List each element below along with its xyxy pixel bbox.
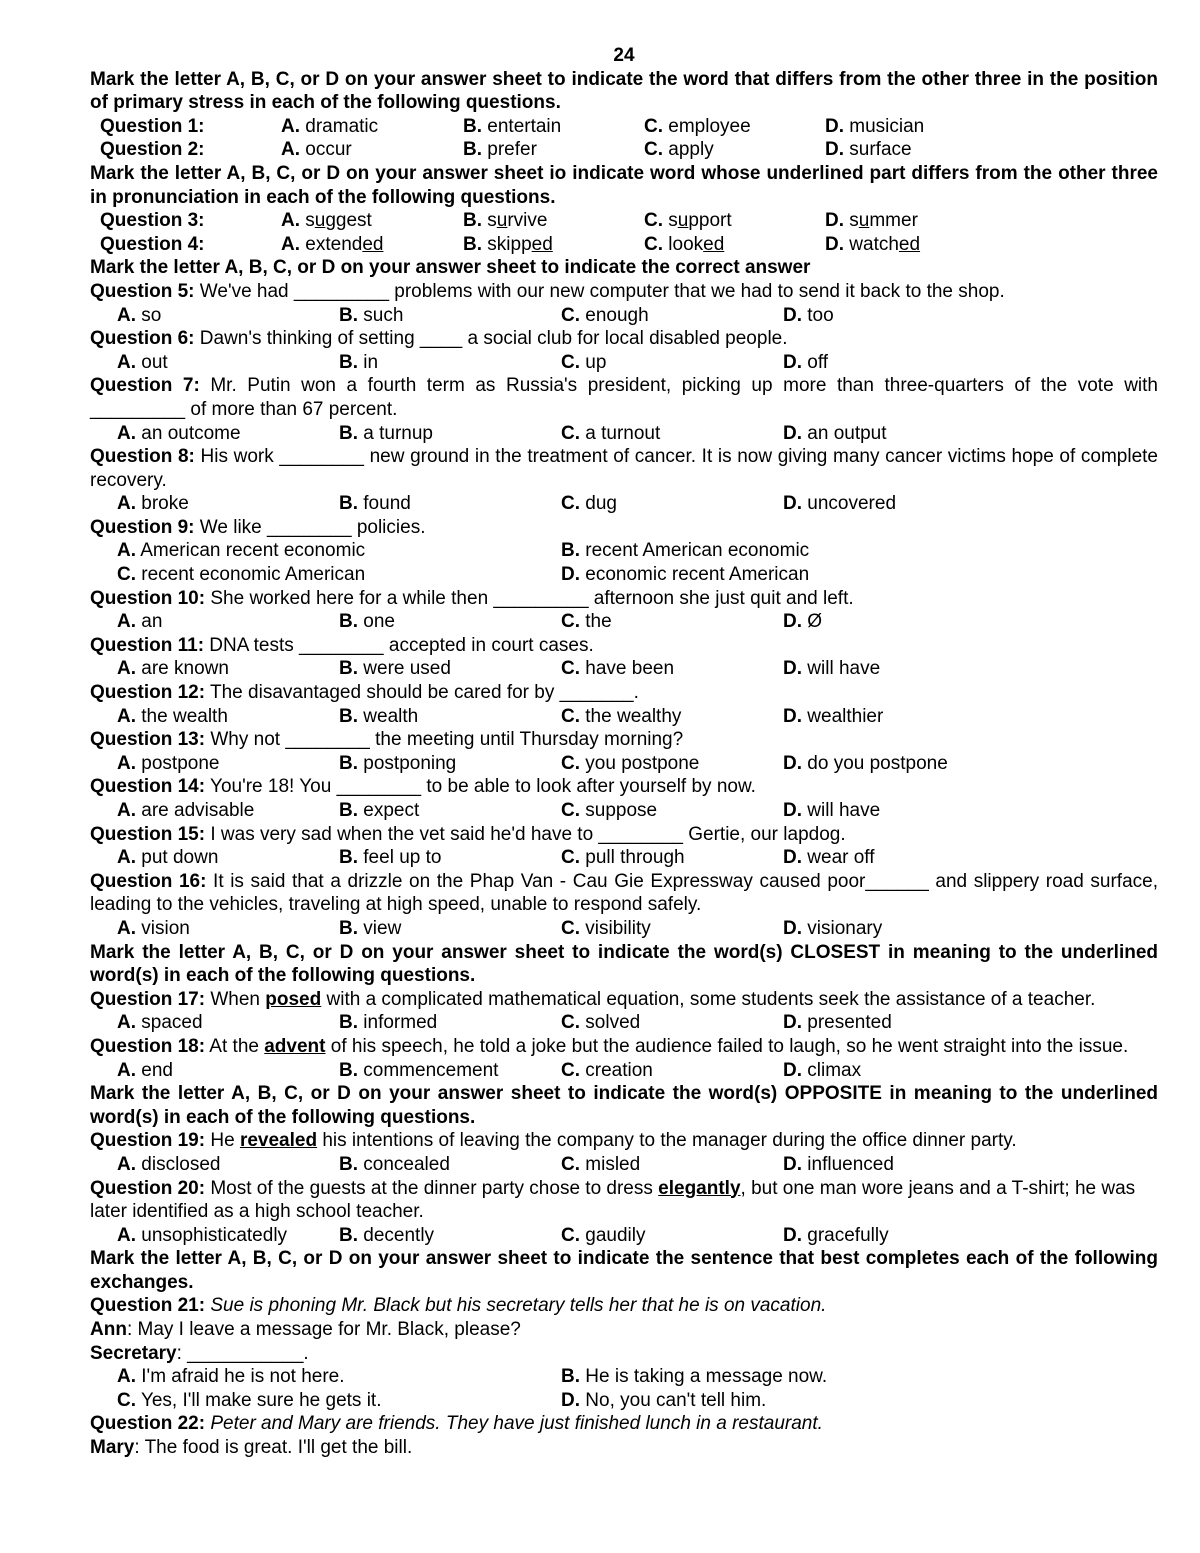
question-14-options: [90, 799, 1158, 823]
question-14-stem: Question 14: You're 18! You ________ to be able to look after yourself by now.: [90, 776, 756, 798]
question-label: Question 4:: [100, 233, 205, 255]
option-b[interactable]: B. recent American economic: [561, 540, 810, 562]
page-number: 24: [613, 45, 635, 66]
option-d[interactable]: D. off: [783, 351, 829, 373]
option-d[interactable]: D. will have: [783, 658, 881, 680]
section-instruction-exchanges: Mark the letter A, B, C, or D on your answer sheet to indicate the sentence that best completes each of the following exchanges.: [90, 1248, 1158, 1293]
question-22-stem: Question 22: Peter and Mary are friends. They have just finished lunch in a restaurant.: [90, 1413, 823, 1435]
option-d[interactable]: D. surface: [825, 139, 912, 161]
option-d[interactable]: D. too: [783, 304, 834, 326]
question-21-dialogue-secretary: Secretary: ___________.: [90, 1342, 309, 1364]
question-12-stem: Question 12: The disavantaged should be cared for by _______.: [90, 682, 639, 704]
option-a[interactable]: A. vision: [117, 917, 190, 939]
option-b[interactable]: B. such: [339, 304, 404, 326]
option-b[interactable]: B. survive: [463, 210, 548, 232]
option-b[interactable]: B. informed: [339, 1012, 438, 1034]
option-a[interactable]: A. an outcome: [117, 422, 241, 444]
option-d[interactable]: D. musician: [825, 115, 925, 137]
section-instruction-pronunciation: Mark the letter A, B, C, or D on your answer sheet io indicate word whose underlined part differs from the other three in pronunciation in each of the following questions.: [90, 162, 1158, 208]
option-a[interactable]: A. postpone: [117, 752, 220, 774]
option-a[interactable]: A. out: [117, 351, 168, 373]
option-b[interactable]: B. view: [339, 917, 402, 939]
question-21-dialogue-ann: Ann: May I leave a message for Mr. Black, please?: [90, 1319, 521, 1341]
option-c[interactable]: C. up: [561, 351, 607, 373]
option-a[interactable]: A. disclosed: [117, 1153, 221, 1175]
question-11-options: [90, 657, 1158, 681]
option-c[interactable]: C. dug: [561, 493, 617, 515]
option-b[interactable]: B. postponing: [339, 752, 457, 774]
option-d[interactable]: D. climax: [783, 1059, 862, 1081]
question-3: [90, 209, 1158, 233]
question-6-stem: Question 6: Dawn's thinking of setting ____ a social club for local disabled people.: [90, 328, 788, 350]
question-8-stem: Question 8: His work ________ new ground in the treatment of cancer. It is now giving many cancer victims hope of complete recovery.: [90, 446, 1158, 491]
option-d[interactable]: D. do you postpone: [783, 752, 948, 774]
option-d[interactable]: D. will have: [783, 800, 881, 821]
option-c[interactable]: C. gaudily: [561, 1224, 646, 1246]
option-b[interactable]: B. skipped: [463, 233, 553, 255]
option-c[interactable]: C. suppose: [561, 800, 658, 821]
option-b[interactable]: B. one: [339, 611, 395, 633]
option-d[interactable]: D. wealthier: [783, 705, 884, 727]
question-16-options: [90, 917, 1158, 941]
question-11-stem: Question 11: DNA tests ________ accepted in court cases.: [90, 634, 594, 656]
option-a[interactable]: A. dramatic: [281, 115, 379, 137]
option-d[interactable]: D. influenced: [783, 1153, 894, 1175]
question-19-options: [90, 1153, 1158, 1177]
option-a[interactable]: A. the wealth: [117, 705, 228, 727]
option-b[interactable]: B. were used: [339, 658, 451, 680]
question-10-options: [90, 610, 1158, 634]
question-label: Question 1:: [100, 115, 205, 137]
option-d[interactable]: D. wear off: [783, 847, 875, 869]
question-16-stem: Question 16: It is said that a drizzle on the Phap Van - Cau Gie Expressway caused poor______ and slippery road surface, leading to the vehicles, traveling at high speed, unable to respond safely.: [90, 870, 1159, 916]
exam-page: [90, 44, 1158, 1460]
option-c[interactable]: C. have been: [561, 658, 675, 680]
question-21-options-cd: [90, 1389, 1158, 1413]
option-a[interactable]: A. so: [117, 304, 162, 326]
option-d[interactable]: D. presented: [783, 1012, 892, 1034]
option-b[interactable]: B. found: [339, 493, 411, 515]
question-20-options: [90, 1224, 1158, 1248]
option-b[interactable]: B. wealth: [339, 705, 419, 727]
option-b[interactable]: B. decently: [339, 1224, 435, 1246]
option-d[interactable]: D. No, you can't tell him.: [561, 1389, 767, 1411]
option-c[interactable]: C. the: [561, 611, 612, 633]
option-c[interactable]: C. you postpone: [561, 752, 700, 774]
option-a[interactable]: A. I'm afraid he is not here.: [117, 1366, 345, 1388]
question-21-stem: Question 21: Sue is phoning Mr. Black but his secretary tells her that he is on vacation.: [90, 1295, 827, 1317]
section-instruction-closest: Mark the letter A, B, C, or D on your answer sheet to indicate the word(s) CLOSEST in meaning to the underlined word(s) in each of the following questions.: [90, 941, 1158, 987]
option-c[interactable]: C. visibility: [561, 917, 651, 939]
option-c[interactable]: C. employee: [644, 115, 751, 137]
question-label: Question 3:: [100, 210, 205, 232]
option-c[interactable]: C. solved: [561, 1012, 641, 1034]
question-5-stem: Question 5: We've had _________ problems with our new computer that we had to send it back to the shop.: [90, 280, 1005, 302]
option-a[interactable]: A. American recent economic: [117, 540, 366, 562]
option-d[interactable]: D. summer: [825, 210, 918, 232]
option-b[interactable]: B. feel up to: [339, 847, 442, 869]
option-a[interactable]: A. are known: [117, 658, 229, 680]
section-instruction-stress: Mark the letter A, B, C, or D on your answer sheet to indicate the word that differs from the other three in the position of primary stress in each of the following questions.: [90, 68, 1158, 114]
option-d[interactable]: D. gracefully: [783, 1224, 889, 1246]
question-9-options-cd: [90, 563, 1158, 587]
question-17-stem: Question 17: When posed with a complicated mathematical equation, some students seek the assistance of a teacher.: [90, 988, 1096, 1010]
option-a[interactable]: A. unsophisticatedly: [117, 1224, 288, 1246]
question-10-stem: Question 10: She worked here for a while then _________ afternoon she just quit and left.: [90, 587, 854, 609]
question-7-options: [90, 422, 1158, 446]
question-19-stem: Question 19: He revealed his intentions of leaving the company to the manager during the office dinner party.: [90, 1130, 1017, 1152]
option-a[interactable]: A. put down: [117, 847, 219, 869]
question-15-stem: Question 15: I was very sad when the vet said he'd have to ________ Gertie, our lapdog.: [90, 823, 846, 845]
option-c[interactable]: C. misled: [561, 1153, 641, 1175]
option-a[interactable]: A. are advisable: [117, 800, 255, 821]
option-c[interactable]: C. enough: [561, 304, 649, 326]
question-17-options: [90, 1011, 1158, 1035]
question-label: Question 2:: [100, 139, 205, 161]
question-13-options: [90, 752, 1158, 776]
option-b[interactable]: B. He is taking a message now.: [561, 1366, 828, 1388]
question-18-options: [90, 1059, 1158, 1083]
option-a[interactable]: A. extended: [281, 233, 384, 255]
option-c[interactable]: C. looked: [644, 233, 725, 255]
question-8-options: [90, 492, 1158, 516]
option-a[interactable]: A. suggest: [281, 210, 372, 232]
option-b[interactable]: B. expect: [339, 800, 420, 821]
option-c[interactable]: C. recent economic American: [117, 564, 366, 586]
question-15-options: [90, 846, 1158, 870]
question-13-stem: Question 13: Why not ________ the meeting until Thursday morning?: [90, 729, 684, 751]
option-b[interactable]: B. a turnup: [339, 422, 434, 444]
option-b[interactable]: B. entertain: [463, 115, 562, 137]
question-5-options: [90, 304, 1158, 328]
option-b[interactable]: B. concealed: [339, 1153, 450, 1175]
option-b[interactable]: B. prefer: [463, 139, 537, 161]
question-12-options: [90, 705, 1158, 729]
question-9-stem: Question 9: We like ________ policies.: [90, 516, 426, 538]
question-6-options: [90, 351, 1158, 375]
question-1: [90, 115, 1158, 139]
question-20-stem: Question 20: Most of the guests at the dinner party chose to dress elegantly, but one man wore jeans and a T-shirt; he was later identified as a high school teacher.: [90, 1177, 1136, 1223]
option-d[interactable]: D. economic recent American: [561, 564, 810, 586]
option-d[interactable]: D. Ø: [783, 611, 823, 633]
option-c[interactable]: C. pull through: [561, 847, 685, 869]
option-a[interactable]: A. occur: [281, 139, 352, 161]
option-d[interactable]: D. an output: [783, 422, 887, 444]
option-b[interactable]: B. in: [339, 351, 379, 373]
option-a[interactable]: A. an: [117, 611, 163, 633]
question-4: [90, 233, 1158, 257]
option-d[interactable]: D. uncovered: [783, 493, 897, 515]
question-21-options-ab: [90, 1365, 1158, 1389]
option-a[interactable]: A. end: [117, 1059, 173, 1081]
option-b[interactable]: B. commencement: [339, 1059, 499, 1081]
section-instruction-opposite: Mark the letter A, B, C, or D on your answer sheet to indicate the word(s) OPPOSITE in meaning to the underlined word(s) in each of the following questions.: [90, 1083, 1158, 1128]
option-c[interactable]: C. the wealthy: [561, 705, 682, 727]
option-d[interactable]: D. watched: [825, 233, 921, 255]
option-c[interactable]: C. a turnout: [561, 422, 661, 444]
option-c[interactable]: C. support: [644, 210, 732, 232]
section-instruction-correct-answer: Mark the letter A, B, C, or D on your answer sheet to indicate the correct answer: [90, 257, 811, 279]
question-9-options-ab: [90, 539, 1158, 563]
option-a[interactable]: A. spaced: [117, 1012, 203, 1034]
question-18-stem: Question 18: At the advent of his speech, he told a joke but the audience failed to laugh, so he went straight into the issue.: [90, 1035, 1129, 1057]
question-2: [90, 138, 1158, 162]
question-22-dialogue-mary: Mary: The food is great. I'll get the bill.: [90, 1437, 413, 1459]
option-c[interactable]: C. apply: [644, 139, 714, 161]
option-d[interactable]: D. visionary: [783, 917, 883, 939]
question-7-stem: Question 7: Mr. Putin won a fourth term as Russia's president, picking up more than three-quarters of the vote with _________ of more than 67 percent.: [90, 375, 1158, 420]
option-c[interactable]: C. Yes, I'll make sure he gets it.: [117, 1389, 382, 1411]
option-c[interactable]: C. creation: [561, 1059, 653, 1081]
option-a[interactable]: A. broke: [117, 493, 189, 515]
